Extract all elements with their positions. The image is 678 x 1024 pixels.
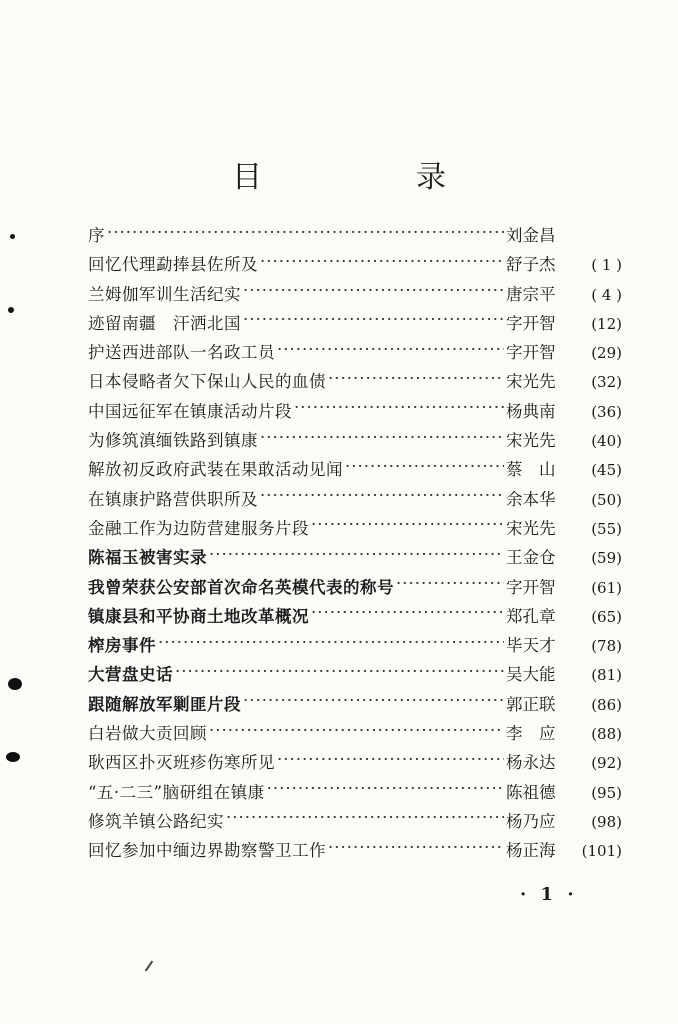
entry-page: ( 4 )	[591, 285, 622, 304]
toc-entry	[88, 515, 622, 544]
dot-leader	[260, 430, 504, 447]
entry-page: (92)	[591, 754, 622, 773]
toc-entry	[88, 339, 622, 368]
toc-entry	[88, 544, 622, 573]
toc-entry	[88, 720, 622, 749]
toc-entry	[88, 837, 622, 866]
entry-author: 宋光先	[506, 372, 556, 392]
dot-leader	[243, 693, 504, 710]
entry-title: 为修筑滇缅铁路到镇康	[88, 431, 258, 451]
page-number: · 1 ·	[520, 884, 578, 905]
entry-title: 跟随解放军剿匪片段	[88, 694, 241, 714]
scan-spot	[8, 307, 14, 313]
toc-entry	[88, 310, 622, 339]
dot-leader	[345, 459, 504, 476]
entry-page: (45)	[591, 461, 622, 480]
scan-mark	[145, 961, 154, 972]
entry-page: (95)	[591, 783, 622, 802]
toc-entry	[88, 427, 622, 456]
entry-title: “五·二三”脑研组在镇康	[88, 782, 265, 802]
entry-page: (40)	[591, 432, 622, 451]
entry-page: (50)	[591, 490, 622, 509]
entry-author: 刘金昌	[506, 226, 556, 245]
entry-author: 郭正联	[506, 694, 556, 714]
entry-author: 杨典南	[506, 401, 556, 421]
entry-title: 金融工作为边防营建服务片段	[88, 518, 309, 538]
dot-leader	[243, 312, 504, 329]
entry-page: (36)	[591, 402, 622, 421]
scan-spot	[6, 752, 20, 762]
entry-title: 日本侵略者欠下保山人民的血债	[88, 372, 326, 392]
dot-leader	[294, 400, 504, 417]
entry-page: (61)	[591, 578, 622, 597]
entry-title: 耿西区扑灭班疹伤寒所见	[88, 753, 275, 773]
dot-leader	[260, 488, 504, 505]
dot-leader	[328, 840, 504, 857]
entry-author: 字开智	[506, 313, 556, 333]
scan-spot	[8, 678, 22, 690]
entry-title: 兰姆伽军训生活纪实	[88, 284, 241, 304]
dot-leader	[328, 371, 504, 388]
entry-author: 杨正海	[506, 841, 556, 861]
dot-leader	[209, 723, 504, 740]
toc-entry	[88, 691, 622, 720]
entry-page: (78)	[591, 637, 622, 656]
toc-entry	[88, 398, 622, 427]
entry-author: 宋光先	[506, 518, 556, 538]
entry-title: 陈福玉被害实录	[88, 548, 207, 568]
entry-title: 护送西进部队一名政工员	[88, 343, 275, 363]
dot-leader	[226, 810, 504, 827]
entry-title: 回忆参加中缅边界勘察警卫工作	[88, 841, 326, 861]
entry-page: (32)	[591, 373, 622, 392]
toc-entry	[88, 808, 622, 837]
dot-leader	[396, 576, 504, 593]
toc-entry	[88, 603, 622, 632]
entry-author: 陈祖德	[506, 782, 556, 802]
dot-leader	[175, 664, 504, 681]
toc-entry	[88, 251, 622, 280]
toc-entry	[88, 222, 622, 251]
dot-leader	[311, 517, 504, 534]
entry-title: 镇康县和平协商土地改革概况	[88, 606, 309, 626]
entry-title: 解放初反政府武装在果敢活动见闻	[88, 460, 343, 480]
toc-entry	[88, 779, 622, 808]
page-title: 目 录	[232, 160, 508, 195]
entry-page: (98)	[591, 812, 622, 831]
entry-page: (12)	[591, 314, 622, 333]
entry-title: 修筑羊镇公路纪实	[88, 811, 224, 831]
entry-author: 杨永达	[506, 753, 556, 773]
dot-leader	[277, 342, 504, 359]
toc-entry	[88, 661, 622, 690]
entry-author: 余本华	[506, 489, 556, 509]
dot-leader	[277, 752, 504, 769]
toc-entry	[88, 368, 622, 397]
entry-page: (101)	[581, 842, 622, 861]
dot-leader	[107, 225, 504, 242]
toc-entry	[88, 456, 622, 485]
entry-page: (55)	[591, 519, 622, 538]
dot-leader	[243, 283, 504, 300]
dot-leader	[311, 605, 504, 622]
entry-author: 舒子杰	[506, 255, 556, 275]
entry-page: ( 1 )	[591, 256, 622, 275]
entry-author: 蔡 山	[506, 460, 556, 480]
entry-title: 我曾荣获公安部首次命名英模代表的称号	[88, 577, 394, 597]
scan-spot	[10, 234, 15, 239]
entry-author: 字开智	[506, 577, 556, 597]
entry-page: (86)	[591, 695, 622, 714]
entry-author: 唐宗平	[506, 284, 556, 304]
dot-leader	[260, 254, 504, 271]
entry-author: 字开智	[506, 343, 556, 363]
dot-leader	[209, 547, 504, 564]
entry-page: (88)	[591, 725, 622, 744]
toc-entry	[88, 486, 622, 515]
toc-entry	[88, 281, 622, 310]
entry-author: 王金仓	[506, 548, 556, 568]
entry-page: (65)	[591, 607, 622, 626]
toc-entry	[88, 574, 622, 603]
entry-title: 回忆代理勐捧县佐所及	[88, 255, 258, 275]
entry-title: 白岩做大贡回顾	[88, 724, 207, 744]
entry-author: 吴大能	[506, 665, 556, 685]
toc-entry	[88, 632, 622, 661]
toc-entry	[88, 749, 622, 778]
entry-author: 李 应	[506, 724, 556, 744]
entry-page: (29)	[591, 344, 622, 363]
table-of-contents	[88, 222, 622, 867]
entry-author: 郑孔章	[506, 606, 556, 626]
entry-title: 序	[88, 226, 105, 245]
entry-title: 榨房事件	[88, 636, 156, 656]
entry-author: 宋光先	[506, 431, 556, 451]
dot-leader	[158, 635, 504, 652]
entry-title: 大营盘史话	[88, 665, 173, 685]
entry-author: 杨乃应	[506, 811, 556, 831]
entry-title: 在镇康护路营供职所及	[88, 489, 258, 509]
entry-page: (59)	[591, 549, 622, 568]
entry-author: 毕天才	[506, 636, 556, 656]
dot-leader	[267, 781, 504, 798]
entry-title: 中国远征军在镇康活动片段	[88, 401, 292, 421]
entry-page: (81)	[591, 666, 622, 685]
entry-title: 迹留南疆 汗洒北国	[88, 313, 241, 333]
